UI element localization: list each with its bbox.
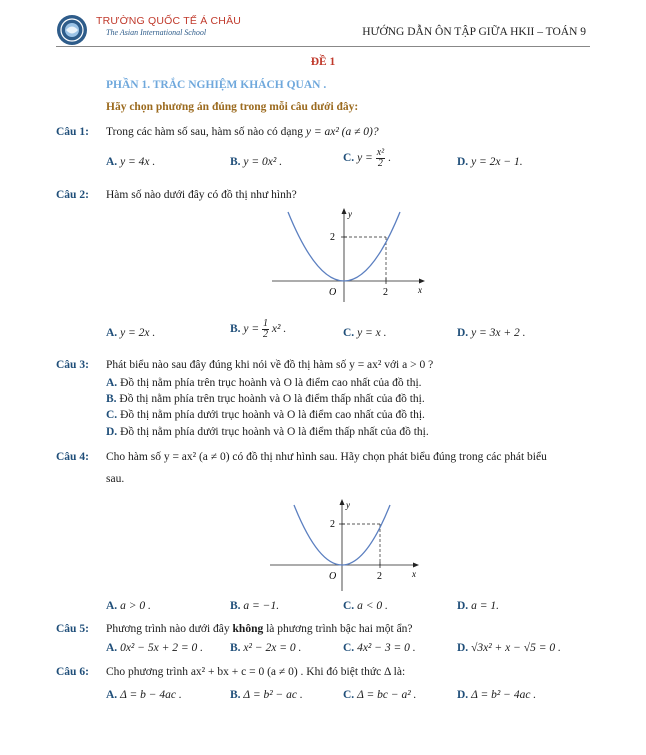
question-2-graph [270,204,430,309]
x-axis-label: x [418,285,422,295]
x-tick-label: 2 [383,287,388,298]
question-2-option-d[interactable]: D. y = 3x + 2 . [457,327,526,339]
question-4-option-b[interactable]: B. a = −1. [230,600,280,612]
school-subtitle: The Asian International School [106,28,207,37]
question-3-statement-b[interactable]: B. Đồ thị nằm phía trên trục hoành và O là điểm thấp nhất của đồ thị. [106,393,425,405]
instruction: Hãy chọn phương án đúng trong mỗi câu dưới đây: [106,101,359,113]
header-divider [56,46,590,47]
question-4-label: Câu 4: [56,451,89,463]
origin-label: O [329,287,337,298]
question-1-option-b[interactable]: B. y = 0x² . [230,156,283,168]
exam-number: ĐỀ 1 [310,56,336,68]
question-6-option-a[interactable]: A. Δ = b − 4ac . [106,689,182,701]
question-5-option-a[interactable]: A. 0x² − 5x + 2 = 0 . [106,642,203,654]
question-1-option-a[interactable]: A. y = 4x . [106,156,156,168]
y-axis-label: y [346,500,350,510]
question-4-text-continued: sau. [106,473,125,485]
question-4-option-c[interactable]: C. a < 0 . [343,600,388,612]
question-6-text: Cho phương trình ax² + bx + c = 0 (a ≠ 0) . Khi đó biệt thức Δ là: [106,666,406,678]
y-axis-label: y [348,209,352,219]
question-2-option-c[interactable]: C. y = x . [343,327,387,339]
section-title: PHẦN 1. TRẮC NGHIỆM KHÁCH QUAN . [106,79,327,91]
question-3-statement-a[interactable]: A. Đồ thị nằm phía trên trục hoành và O là điểm cao nhất của đồ thị. [106,377,422,389]
question-2-option-b[interactable]: B. y = $\frac{1}{2}$ x² . [230,318,287,340]
question-6-option-c[interactable]: C. Δ = bc − a² . [343,689,417,701]
question-6-label: Câu 6: [56,666,89,678]
document-title: HƯỚNG DẪN ÔN TẬP GIỮA HKII – TOÁN 9 [362,26,586,38]
question-6-option-d[interactable]: D. Δ = b² − 4ac . [457,689,537,701]
question-4-text: Cho hàm số y = ax² (a ≠ 0) có đồ thị như hình sau. Hãy chọn phát biểu đúng trong các phát biểu [106,451,547,463]
question-3-text: Phát biểu nào sau đây đúng khi nói về đồ thị hàm số y = ax² với a > 0 ? [106,359,434,371]
question-3-label: Câu 3: [56,359,89,371]
question-4-option-a[interactable]: A. a > 0 . [106,600,151,612]
question-3-statement-d[interactable]: D. Đồ thị nằm phía dưới trục hoành và O là điểm thấp nhất của đồ thị. [106,426,429,438]
school-name: TRƯỜNG QUỐC TẾ Á CHÂU [96,15,242,27]
school-logo-icon [56,14,88,46]
question-2-text: Hàm số nào dưới đây có đồ thị như hình? [106,189,297,201]
question-5-option-d[interactable]: D. √3x² + x − √5 = 0 . [457,642,561,654]
question-5-option-c[interactable]: C. 4x² − 3 = 0 . [343,642,416,654]
origin-label: O [329,571,337,582]
question-4-option-d[interactable]: D. a = 1. [457,600,499,612]
question-1-option-d[interactable]: D. y = 2x − 1. [457,156,523,168]
question-2-option-a[interactable]: A. y = 2x . [106,327,156,339]
question-1-text: Trong các hàm số sau, hàm số nào có dạng y = ax² (a ≠ 0)? [106,126,379,138]
y-tick-label: 2 [330,232,335,243]
x-axis-label: x [412,569,416,579]
question-2-label: Câu 2: [56,189,89,201]
question-5-label: Câu 5: [56,623,89,635]
question-5-text: Phương trình nào dưới đây không là phương trình bậc hai một ẩn? [106,623,413,635]
question-6-option-b[interactable]: B. Δ = b² − ac . [230,689,303,701]
question-5-option-b[interactable]: B. x² − 2x = 0 . [230,642,302,654]
question-4-graph [268,495,428,600]
y-tick-label: 2 [330,519,335,530]
question-1-label: Câu 1: [56,126,89,138]
question-3-statement-c[interactable]: C. Đồ thị nằm phía dưới trục hoành và O là điểm cao nhất của đồ thị. [106,409,425,421]
question-1-option-c[interactable]: C. y = $\frac{\text{x²}}{2}$ . [343,147,391,169]
x-tick-label: 2 [377,571,382,582]
